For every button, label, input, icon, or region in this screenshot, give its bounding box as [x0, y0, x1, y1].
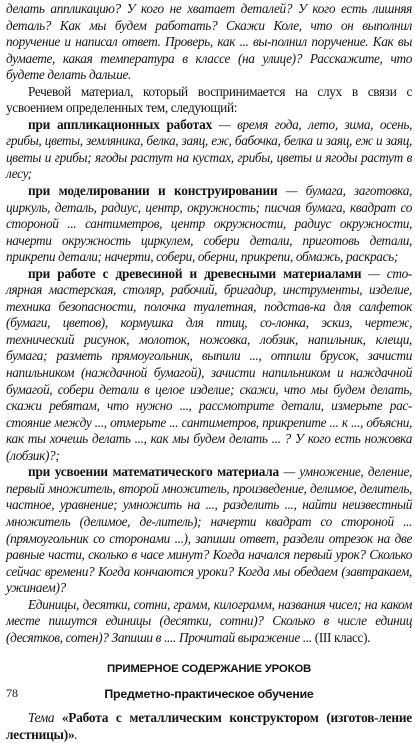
theme-prefix: Тема: [28, 710, 62, 726]
paragraph: [6, 117, 412, 183]
lesson-theme: [6, 710, 412, 743]
paragraph: [6, 266, 412, 465]
topic-heading: при усвоении математического материала: [28, 464, 280, 480]
topic-heading: при работе с древесиной и древесными материалами: [28, 265, 362, 281]
paragraph: [6, 597, 412, 647]
text-run: — сто-лярная мастерская, столяр, рабочий, бригадир, инструменты, изделие, техника безопасности, полочка туалетная, подстав-ка для салфеток (бумаги, цветов), кормушка для птиц, со-лонка, эскиз, чертеж, технический рисунок, молоток, ножовка, лобзик, напильник, клещи, бумага; разметь прямоугольник, выпили ..., отпили брусок, зачисти напильником (наждачной бумагой), зачисти напильником и наждачной бумагой, собери детали в целое изделие; скажи, что мы будем делать, скажи ребятам, что нужно ..., рассмотрите детали, измерьте рас-стояние между ..., отмерьте ... сантиметров, прикрепите ... к ..., объясни, как ты хочешь делать ..., как мы будем делать ... ? У кого есть ножовка (лобзик)?;: [6, 265, 412, 463]
theme-title: «Работа с металлическим конструктором (изготов-ление лестницы)»: [6, 710, 412, 742]
text-run: Единицы, десятки, сотни, грамм, килограмм, названия чисел; на каком месте пишутся единицы (десятки, сотни)? Сколько в числе единиц (десятков, сотен)? Запиши в .... Прочитай выражение ...: [6, 596, 412, 645]
text-run: делать аппликацию? У кого не хватает деталей? У кого есть лишняя деталь? Как мы будем работать? Скажи Коле, что он выполнил поручение и написал ответ. Проверь, как ... вы-полнил поручение. Как вы думаете, какая температура в классе (на улице)? Расскажите, что будете делать дальше.: [6, 1, 412, 83]
page-number: 78: [6, 686, 18, 700]
paragraph: [6, 464, 412, 596]
text-run: — бумага, заготовка, циркуль, деталь, радиус, центр, окружность; писчая бумага, квадрат со стороной ... сантиметров, центр окружности, радиус окружности, начерти окружность циркулем, собери детали, приготовь детали, прикрепи детали; начерти, собери, оберни, прикрепи, обмажь, раскрась;: [6, 183, 412, 265]
text-run: — время года, лето, зима, осень, грибы, цветы, земляника, белка, заяц, еж, бабочка, белка и заяц, еж и заяц, цветы и грибы; ягоды растут на кустах, грибы, цветы и ягоды растут в лесу;: [6, 116, 412, 182]
section-title: ПРИМЕРНОЕ СОДЕРЖАНИЕ УРОКОВ: [106, 663, 312, 676]
text-run: Речевой материал, который воспринимается на слух в связи с усвоением определенных тем, следующий:: [6, 83, 412, 116]
topic-heading: при моделировании и конструировании: [28, 183, 278, 199]
paragraph: [6, 1, 412, 84]
topic-heading: при аппликационных работах: [28, 116, 213, 132]
theme-suffix: .: [74, 726, 78, 742]
text-run: — умножение, деление, первый множитель, второй множитель, произведение, делимое, делитель, частное, уравнение; умножить на ..., разделить ..., найти неизвестный множитель (делимое, де-литель); начерти квадрат со стороной ... (прямоугольник со сторонами ...), запиши ответ, раздели отрезок на две равные части, сколько в часе минут? Когда начался первый урок? Сколько сейчас времени? Когда кончаются уроки? Когда мы обедаем (завтракаем, ужинаем)?: [6, 464, 412, 596]
text-run: (III класс).: [311, 629, 371, 645]
paragraph: [6, 183, 412, 266]
subsection-title: Предметно-практическое обучение: [104, 687, 314, 702]
paragraph: [6, 84, 412, 117]
body-text: [6, 1, 412, 646]
